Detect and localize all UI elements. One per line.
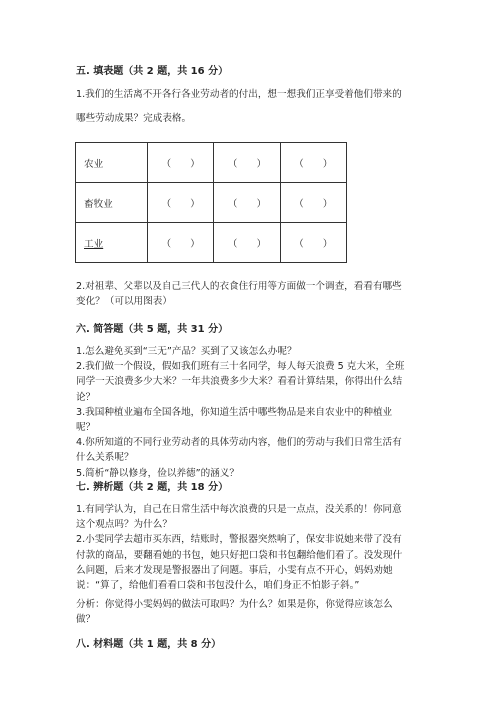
table-row [76, 143, 347, 183]
blank-cell[interactable]: （ ） [280, 183, 346, 223]
blank-cell[interactable]: （ ） [148, 223, 214, 263]
blank-cell[interactable]: （ ） [214, 183, 280, 223]
row-label: 农业 [76, 143, 148, 183]
section-5-question-1: 1.我们的生活离不开各行各业劳动者的付出，想一想我们正享受着他们带来的 哪些劳动成果？完成表格。 [76, 89, 402, 125]
row-label: 畜牧业 [76, 183, 148, 223]
section-7-questions: 1.有同学认为，自己在日常生活中每次浪费的只是一点点，没关系的！你同意 这个观点吗？为什么？ 2.小雯同学去超市买东西，结账时，警报器突然响了，保安非说她来带了没有 付款的商品，要翻看她的书包，她只好把口袋和书包翻给他们看了。没发现什 么问题，后来才发现是警报器出了问题。事后，小雯有点不开心，妈妈劝她 说：“算了，给他们看看口袋和书包没什么，咱们身正不怕影子斜。” [76, 504, 403, 592]
table-row [76, 223, 347, 263]
section-7-analysis: 分析：你觉得小雯妈妈的做法可取吗？为什么？如果是你，你觉得应该怎么 做？ [76, 599, 393, 626]
blank-cell[interactable]: （ ） [280, 223, 346, 263]
section-6-heading: 六. 简答题（共 5 题，共 31 分） [76, 324, 229, 335]
blank-cell[interactable]: （ ） [214, 143, 280, 183]
row-label: 工业 [76, 223, 148, 263]
section-6-questions: 1.怎么避免买到“三无”产品？买到了又该怎么办呢？ 2.我们做一个假设，假如我们班有三十名同学，每人每天浪费 5 克大米，全班 同学一天浪费多少大米？一年共浪费多少大米？看看计算结果，你得出什么结 论？ 3.我国种植业遍布全国各地，你知道生活中哪些物品是来自农业中的种植业 呢？ 4.你所知道的不同行业劳动者的具体劳动内容，他们的劳动与我们日常生活有 什么关系呢？ 5.简析“静以修身，俭以养德”的涵义？ [76, 346, 405, 479]
blank-cell[interactable]: （ ） [148, 183, 214, 223]
fill-in-table [75, 142, 347, 263]
section-8-heading: 八. 材料题（共 1 题，共 8 分） [76, 639, 222, 650]
section-5-question-2: 2.对祖辈、父辈以及自己三代人的衣食住行用等方面做一个调查，看看有哪些 变化？（可以用图表） [76, 281, 402, 308]
blank-cell[interactable]: （ ） [214, 223, 280, 263]
section-5-heading: 五. 填表题（共 2 题，共 16 分） [76, 66, 229, 77]
blank-cell[interactable]: （ ） [280, 143, 346, 183]
section-7-heading: 七. 辨析题（共 2 题，共 18 分） [76, 482, 229, 493]
blank-cell[interactable]: （ ） [148, 143, 214, 183]
table-row [76, 183, 347, 223]
